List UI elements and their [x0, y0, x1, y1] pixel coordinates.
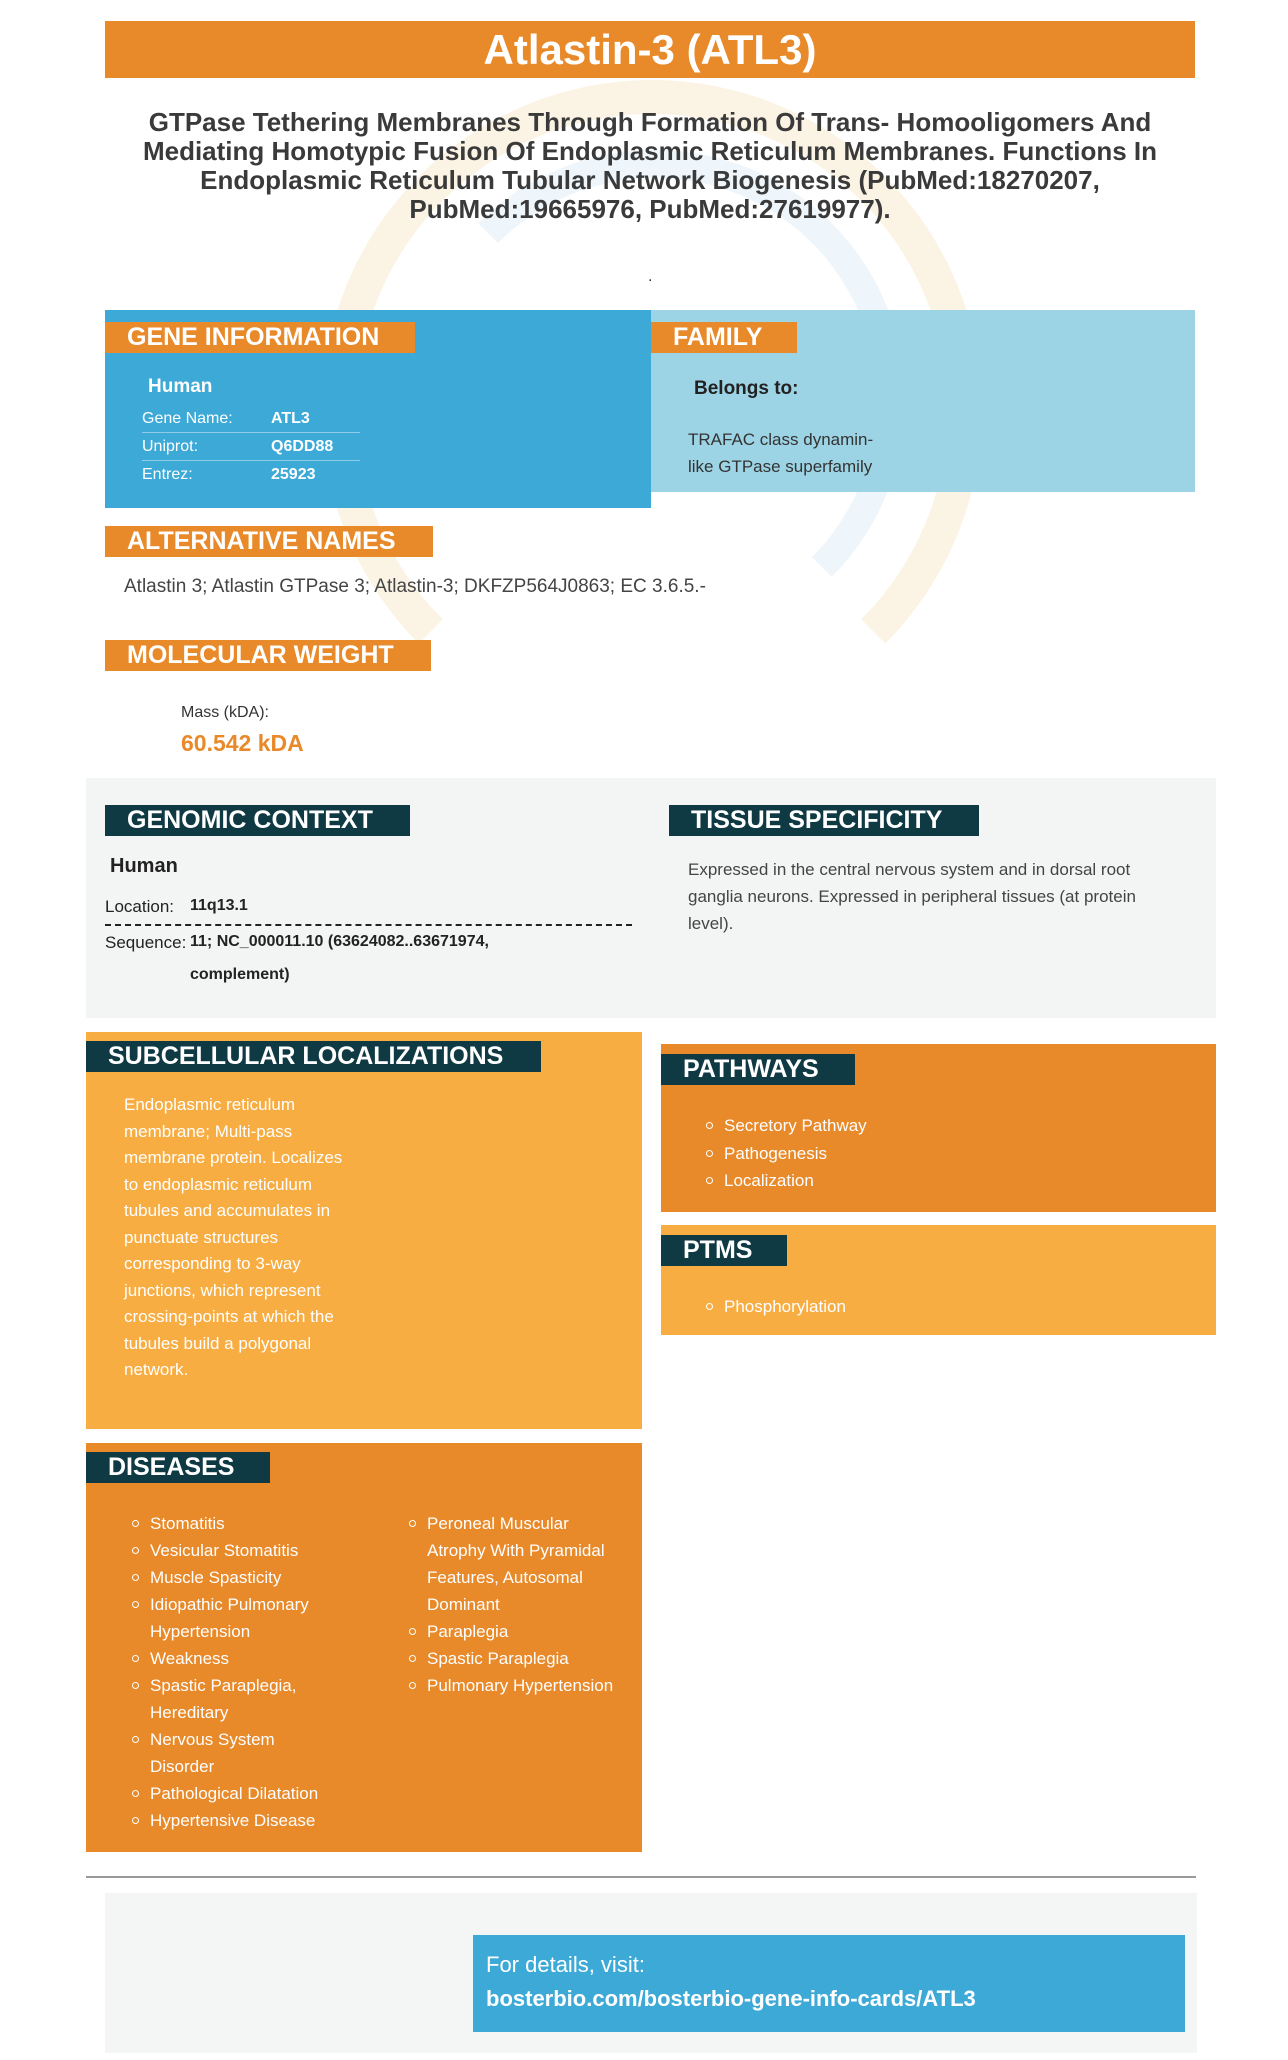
list-item: Pathological Dilatation	[130, 1780, 340, 1807]
genomic-species: Human	[110, 855, 178, 877]
details-url-link[interactable]: bosterbio.com/bosterbio-gene-info-cards/ATL3	[486, 1986, 976, 2011]
function-description: GTPase Tethering Membranes Through Formation Of Trans- Homooligomers And Mediating Homotypic Fusion Of Endoplasmic Reticulum Membranes. Functions In Endoplasmic Reticulum Tubular Network Biogenesis (PubMed:18270207, PubMed:19665976, PubMed:27619977).	[142, 107, 1158, 224]
gene-species: Human	[148, 376, 213, 397]
list-item: Pathogenesis	[704, 1140, 867, 1168]
mass-label: Mass (kDA):	[181, 704, 269, 721]
tissue-specificity-header: TISSUE SPECIFICITY	[669, 805, 979, 836]
pathways-list	[704, 1112, 867, 1195]
list-item: Muscle Spasticity	[130, 1564, 340, 1591]
list-item: Phosphorylation	[704, 1293, 846, 1320]
list-item: Pulmonary Hypertension	[407, 1672, 627, 1699]
family-text: TRAFAC class dynamin-like GTPase superfamily	[688, 430, 874, 476]
subcellular-text: Endoplasmic reticulum membrane; Multi-pass membrane protein. Localizes to endoplasmic reticulum tubules and accumulates in punctuate structures corresponding to 3-way junctions, which represent crossing-points at which the tubules build a polygonal network.	[124, 1095, 343, 1379]
pathways-header: PATHWAYS	[661, 1054, 855, 1085]
location-value: 11q13.1	[190, 897, 248, 914]
family-header: FAMILY	[651, 322, 797, 353]
diseases-list-col2	[407, 1510, 627, 1699]
list-item: Vesicular Stomatitis	[130, 1537, 340, 1564]
sequence-value: 11; NC_000011.10 (63624082..63671974, complement)	[190, 933, 489, 983]
gene-information-header: GENE INFORMATION	[105, 322, 415, 353]
gene-row-key: Gene Name:	[142, 410, 233, 427]
gene-row-name	[142, 405, 360, 433]
page-title: Atlastin-3 (ATL3)	[105, 21, 1195, 78]
details-label: For details, visit:	[486, 1952, 645, 1977]
gene-row-entrez	[142, 461, 360, 489]
diseases-header: DISEASES	[86, 1452, 270, 1483]
family-belongs-label: Belongs to:	[694, 378, 799, 399]
footer-divider	[86, 1876, 1196, 1878]
tissue-specificity-text: Expressed in the central nervous system and in dorsal root ganglia neurons. Expressed in peripheral tissues (at protein level).	[688, 860, 1136, 933]
list-item: Paraplegia	[407, 1618, 627, 1645]
details-link-box[interactable]	[473, 1935, 1185, 2032]
list-item: Localization	[704, 1167, 867, 1195]
mass-value: 60.542 kDA	[181, 730, 304, 756]
gene-row-value: ATL3	[271, 410, 310, 427]
alternative-names-text: Atlastin 3; Atlastin GTPase 3; Atlastin-3; DKFZP564J0863; EC 3.6.5.-	[124, 576, 706, 597]
list-item: Stomatitis	[130, 1510, 340, 1537]
gene-row-key: Entrez:	[142, 466, 193, 483]
subcellular-header: SUBCELLULAR LOCALIZATIONS	[86, 1041, 541, 1072]
list-item: Idiopathic Pulmonary Hypertension	[130, 1591, 340, 1645]
list-item: Hypertensive Disease	[130, 1807, 340, 1834]
list-item: Peroneal Muscular Atrophy With Pyramidal Features, Autosomal Dominant	[407, 1510, 627, 1618]
alternative-names-header: ALTERNATIVE NAMES	[105, 526, 433, 557]
diseases-list-col1	[130, 1510, 340, 1834]
gene-row-value: 25923	[271, 466, 316, 483]
location-label: Location:	[105, 897, 174, 916]
sequence-label: Sequence:	[105, 933, 187, 952]
list-item: Secretory Pathway	[704, 1112, 867, 1140]
gene-row-key: Uniprot:	[142, 438, 199, 455]
list-item: Spastic Paraplegia, Hereditary	[130, 1672, 340, 1726]
genomic-context-header: GENOMIC CONTEXT	[105, 805, 410, 836]
list-item: Weakness	[130, 1645, 340, 1672]
list-item: Spastic Paraplegia	[407, 1645, 627, 1672]
gene-row-value: Q6DD88	[271, 438, 334, 455]
gene-row-uniprot	[142, 433, 360, 461]
function-dot: .	[648, 268, 653, 285]
list-item: Nervous System Disorder	[130, 1726, 340, 1780]
ptms-header: PTMS	[661, 1235, 787, 1266]
ptms-list	[704, 1293, 846, 1320]
molecular-weight-header: MOLECULAR WEIGHT	[105, 640, 431, 671]
